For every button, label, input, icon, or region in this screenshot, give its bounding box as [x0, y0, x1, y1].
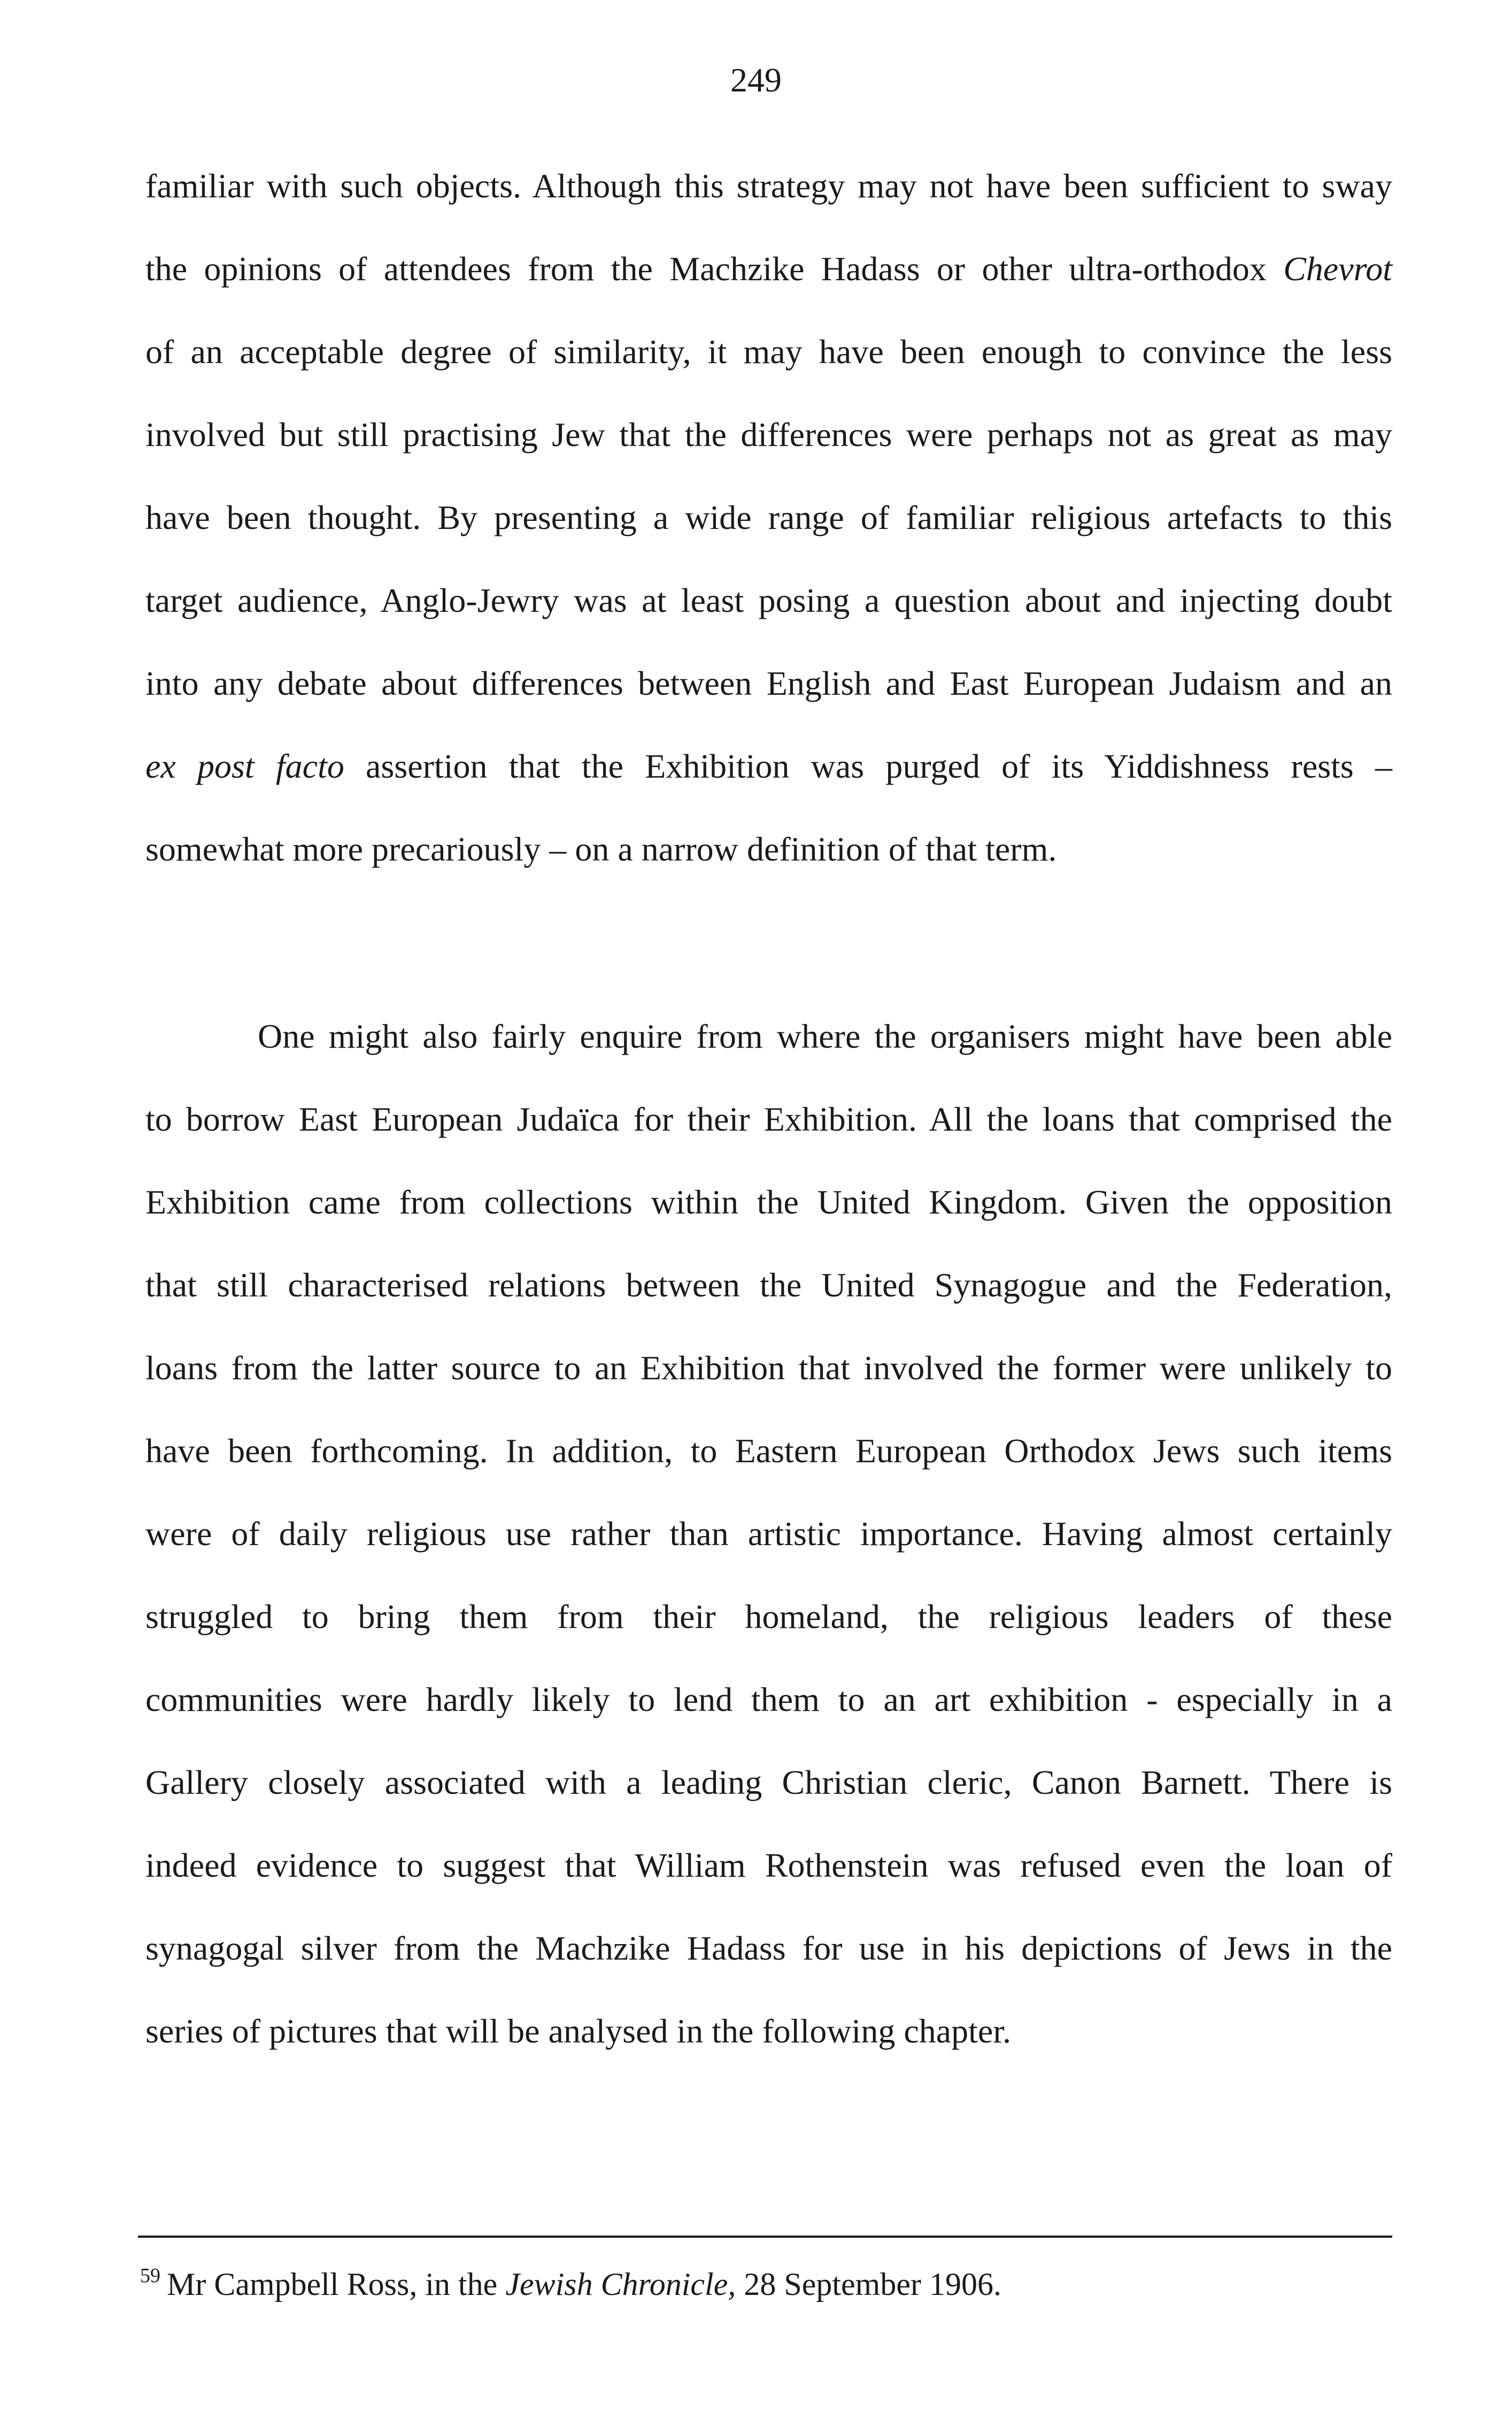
text-line: that still characterised relations between the United Synagogue and the Federation,	[145, 1266, 1392, 1304]
text-line: loans from the latter source to an Exhibition that involved the former were unlikely to	[145, 1349, 1392, 1387]
text-line: One might also fairly enquire from where the organisers might have been able	[258, 1017, 1392, 1055]
text-line: familiar with such objects. Although this strategy may not have been sufficient to sway	[145, 167, 1392, 205]
text-line: involved but still practising Jew that the differences were perhaps not as great as may	[145, 416, 1392, 454]
paragraph-1	[145, 144, 1392, 890]
text-line: the opinions of attendees from the Machzike Hadass or other ultra-orthodox Chevrot	[145, 250, 1392, 288]
italic-term: ex post facto	[145, 747, 344, 785]
footnote-source-title: Jewish Chronicle,	[505, 2267, 736, 2302]
paragraph-2	[145, 995, 1392, 2072]
text-line: communities were hardly likely to lend them to an art exhibition - especially in a	[145, 1680, 1392, 1718]
italic-term: Chevrot	[1283, 250, 1392, 288]
text-line: Exhibition came from collections within the United Kingdom. Given the opposition	[145, 1183, 1392, 1221]
text-line: were of daily religious use rather than artistic importance. Having almost certainly	[145, 1515, 1392, 1553]
text-line: of an acceptable degree of similarity, it may have been enough to convince the less	[145, 333, 1392, 371]
text-line: target audience, Anglo-Jewry was at least posing a question about and injecting doubt	[145, 581, 1392, 619]
text-line: have been forthcoming. In addition, to Eastern European Orthodox Jews such items	[145, 1432, 1392, 1470]
text-line: to borrow East European Judaïca for their Exhibition. All the loans that comprised the	[145, 1100, 1392, 1138]
footnote-text: Mr Campbell Ross, in the	[167, 2267, 506, 2302]
text-line: indeed evidence to suggest that William Rothenstein was refused even the loan of	[145, 1846, 1392, 1884]
text-line: series of pictures that will be analysed in the following chapter.	[145, 2012, 1012, 2050]
footnote-divider	[138, 2236, 1392, 2238]
text-line: into any debate about differences between English and East European Judaism and an	[145, 664, 1392, 702]
footnote-number: 59	[140, 2264, 160, 2287]
text-line: synagogal silver from the Machzike Hadass for use in his depictions of Jews in the	[145, 1929, 1392, 1967]
footnote	[140, 2254, 1001, 2306]
footnote-date: 28 September 1906.	[736, 2267, 1001, 2302]
text-line: struggled to bring them from their homeland, the religious leaders of these	[145, 1598, 1392, 1636]
text-line: somewhat more precariously – on a narrow definition of that term.	[145, 830, 1057, 868]
text-line: ex post facto assertion that the Exhibition was purged of its Yiddishness rests –	[145, 747, 1393, 785]
text-line: have been thought. By presenting a wide range of familiar religious artefacts to this	[145, 498, 1392, 536]
text-line: Gallery closely associated with a leading Christian cleric, Canon Barnett. There is	[145, 1763, 1392, 1801]
page-number: 249	[730, 61, 782, 99]
